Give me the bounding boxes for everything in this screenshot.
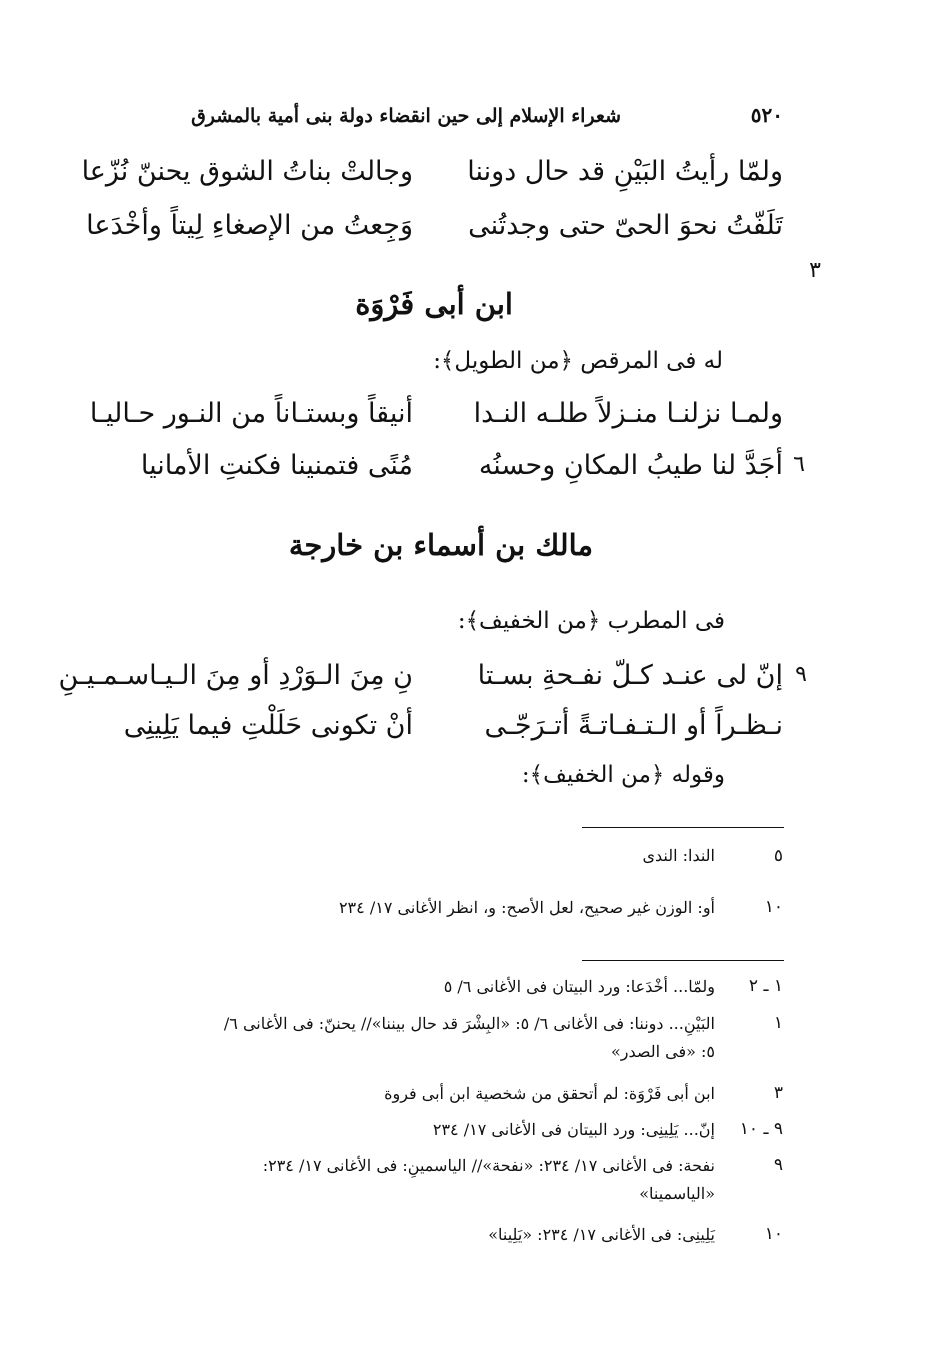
section-intro: فى المطرب ﴿من الخفيف﴾: (457, 608, 725, 634)
note-number: ٩ ـ ١٠ (739, 1119, 783, 1139)
note-number: ١ (773, 1013, 783, 1033)
verse-6-second-hemistich: أنْ تكونى حَلَلْتِ فيما يَلِينِى (123, 710, 413, 741)
footnote-divider (582, 827, 784, 828)
note-number: ٥ (773, 846, 783, 866)
note-number: ٣ (773, 1083, 783, 1103)
note-text: نفحة: فى الأغانى ١٧/ ٢٣٤: «نفحة»// الياسمينِ: فى الأغانى ١٧/ ٢٣٤: (262, 1156, 715, 1175)
note-number: ١٠ (764, 897, 783, 917)
note-text: البَيْنِ... دوننا: فى الأغانى ٦/ ٥: «البِشْرَ قد حال بيننا»// يحننّ: فى الأغانى ٦/ (223, 1014, 715, 1033)
footnote-divider (582, 960, 784, 961)
verse-5-first-hemistich: إنّ لى عنـد كـلّ نفـحةِ بسـتا (477, 660, 783, 691)
running-title: شعراء الإسلام إلى حين انقضاء دولة بنى أمية بالمشرق (191, 105, 621, 127)
note-text: أو: الوزن غير صحيح، لعل الأصح: و، انظر الأغانى ١٧/ ٢٣٤ (338, 898, 715, 917)
note-number: ١ ـ ٢ (748, 976, 783, 996)
section-closing: وقوله ﴿من الخفيف﴾: (521, 762, 725, 788)
note-text: إنّ... يَلِينِى: ورد البيتان فى الأغانى ١٧/ ٢٣٤ (432, 1120, 715, 1139)
line-number: ٣ (809, 258, 821, 283)
line-number: ٦ (793, 452, 805, 477)
verse-2-first-hemistich: تَلَفّتُ نحوَ الحىّ حتى وجدتُنى (468, 210, 783, 241)
verse-3-first-hemistich: ولمـا نزلنـا منـزلاً طلـه النـدا (473, 398, 783, 429)
section-heading: ابن أبى فَرْوَة (355, 287, 513, 321)
verse-1-second-hemistich: وجالتْ بناتُ الشوق يحننّ نُزّعا (81, 156, 413, 187)
verse-4-first-hemistich: أجَدَّ لنا طيبُ المكانِ وحسنُه (478, 450, 783, 481)
verse-2-second-hemistich: وَجِعتُ من الإصغاءِ لِيتاً وأخْدَعا (86, 210, 413, 241)
section-heading: مالك بن أسماء بن خارجة (288, 528, 593, 562)
verse-5-second-hemistich: نِ مِنَ الـوَرْدِ أو مِنَ الـيـاسـمـيـنِ (58, 660, 413, 691)
verse-6-first-hemistich: نـظـراً أو الـتـفـاتـةً أتـرَجّـى (484, 710, 783, 741)
line-number: ٩ (795, 662, 807, 687)
verse-4-second-hemistich: مُنًى فتمنينا فكنتِ الأمانيا (140, 450, 413, 481)
note-text: الندا: الندى (642, 846, 715, 865)
note-text: ولمّا... أخْدَعا: ورد البيتان فى الأغانى ٦/ ٥ (443, 977, 715, 996)
verse-1-first-hemistich: ولمّا رأيتُ البَيْنِ قد حال دوننا (467, 156, 783, 187)
note-text: ابن أبى فَرْوَة: لم أتحقق من شخصية ابن أبى فروة (384, 1084, 715, 1103)
verse-3-second-hemistich: أنيقاً وبستـاناً من النـور حـاليـا (89, 398, 413, 429)
section-intro: له فى المرقص ﴿من الطويل﴾: (433, 348, 723, 374)
note-number: ٩ (773, 1155, 783, 1175)
note-text: يَلِينِى: فى الأغانى ١٧/ ٢٣٤: «يَلِينا» (488, 1225, 715, 1244)
note-number: ١٠ (764, 1224, 783, 1244)
note-text-continued: «الياسمينا» (639, 1184, 715, 1203)
page-number: ٥٢٠ (750, 103, 783, 127)
note-text-continued: ٥: «فى الصدر» (610, 1042, 715, 1061)
